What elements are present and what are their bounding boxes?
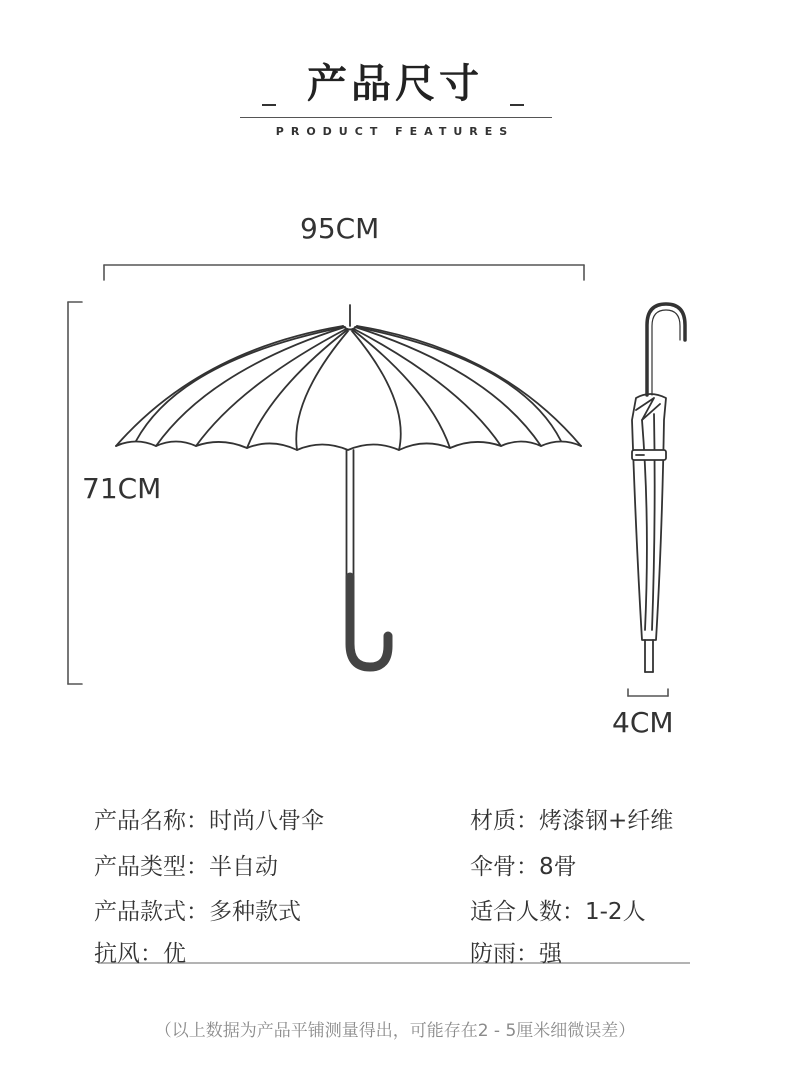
spec-value: 半自动: [209, 854, 278, 880]
spec-key: 适合人数：: [470, 899, 585, 925]
spec-wind-resistance: [94, 935, 186, 968]
measurement-footnote: （以上数据为产品平铺测量得出，可能存在2 - 5厘米细微误差）: [154, 1021, 636, 1041]
height-dimension-bracket: [68, 302, 82, 684]
spec-product-name: [94, 802, 324, 835]
height-dimension-label: 71CM: [82, 472, 162, 505]
spec-key: 材质：: [470, 808, 539, 834]
spec-key: 防雨：: [470, 941, 539, 967]
spec-key: 产品名称：: [94, 808, 209, 834]
spec-product-type: [94, 848, 278, 881]
spec-value: 多种款式: [209, 899, 301, 925]
spec-value: 强: [539, 941, 562, 967]
spec-value: 烤漆钢+纤维: [539, 808, 674, 834]
spec-key: 产品款式：: [94, 899, 209, 925]
spec-rainproof: [470, 935, 562, 968]
spec-key: 产品类型：: [94, 854, 209, 880]
spec-value: 8骨: [539, 854, 577, 880]
spec-value: 时尚八骨伞: [209, 808, 324, 834]
spec-value: 优: [163, 941, 186, 967]
spec-key: 伞骨：: [470, 854, 539, 880]
width-dimension-label: 95CM: [300, 212, 380, 245]
page-title: 产品尺寸: [307, 61, 483, 107]
umbrella-handle: [350, 577, 388, 667]
folded-width-dimension-label: 4CM: [612, 706, 674, 739]
spec-value: 1-2人: [585, 899, 646, 925]
spec-capacity: [470, 893, 646, 926]
open-umbrella-drawing: [116, 305, 581, 578]
page-subtitle: PRODUCT FEATURES: [275, 125, 515, 138]
spec-key: 抗风：: [94, 941, 163, 967]
spec-material: [470, 802, 673, 835]
width-dimension-bracket: [104, 265, 584, 280]
folded-width-bracket: [628, 689, 668, 696]
spec-ribs: [470, 848, 577, 881]
spec-product-style: [94, 893, 301, 926]
folded-umbrella-drawing: [632, 304, 685, 672]
